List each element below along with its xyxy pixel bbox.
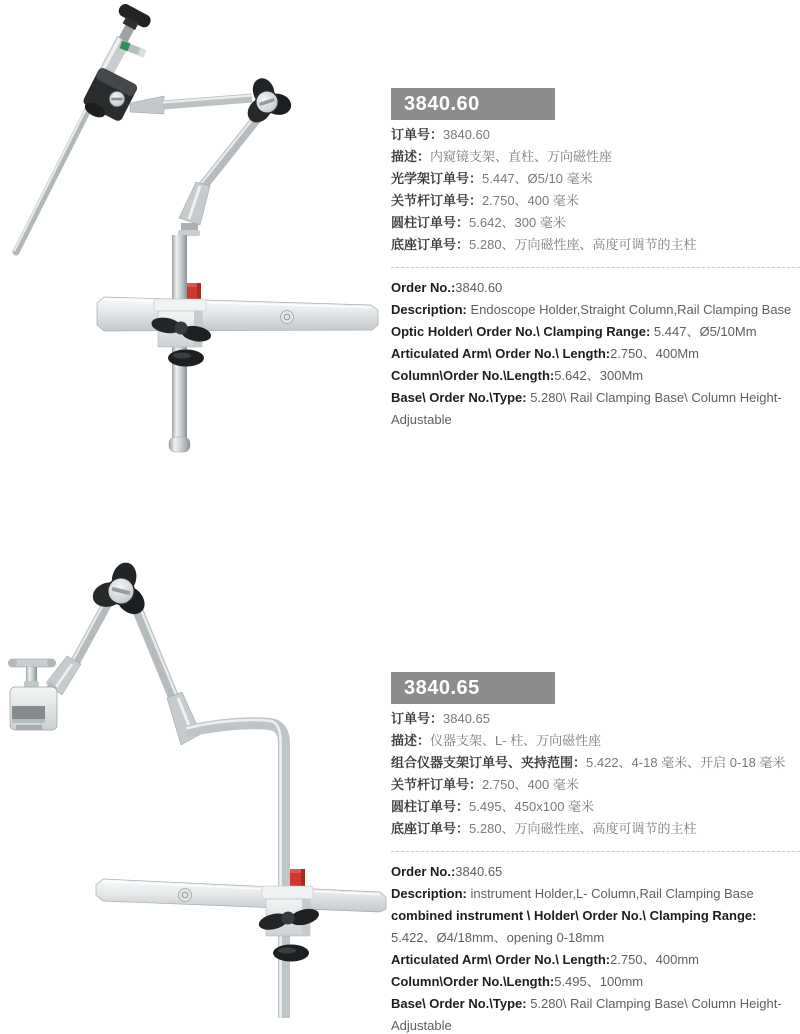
spec-value: 仪器支架、L- 柱、万向磁性座: [430, 733, 602, 748]
english-spec-block: [391, 277, 800, 431]
l-column: [186, 720, 284, 1018]
product-code: 3840.60: [404, 93, 480, 115]
spec-label: combined instrument \ Holder\ Order No.\ Clamping Range:: [391, 908, 757, 923]
product-info-3840-65: [391, 672, 800, 1034]
spec-value: 5.280、万向磁性座、高度可调节的主柱: [469, 237, 697, 252]
spec-line: [391, 299, 800, 321]
upper-arm: [130, 96, 252, 115]
spec-value: 5.422、Ø4/18mm、opening 0-18mm: [391, 930, 605, 945]
spec-value: instrument Holder,L- Column,Rail Clamping Base: [466, 886, 754, 901]
spec-line: [391, 949, 800, 971]
spec-line: [391, 168, 800, 190]
english-spec-block: [391, 861, 800, 1034]
spec-label: Column\Order No.\Length:: [391, 368, 555, 383]
dashed-divider: [391, 851, 800, 852]
spec-label: 底座订单号：: [391, 237, 470, 252]
rail-clamp: [150, 299, 213, 367]
spec-label: Order No.:: [391, 280, 456, 295]
spec-label: Description:: [391, 886, 467, 901]
spec-label: Articulated Arm\ Order No.\ Length:: [391, 952, 611, 967]
spec-line: [391, 796, 800, 818]
spec-label: 圆柱订单号：: [391, 799, 470, 814]
spec-value: 5.280\ Rail Clamping Base\ Column Height-Adjustable: [391, 390, 782, 427]
spec-value: 2.750、400Mm: [610, 346, 699, 361]
rail-bar: [97, 297, 378, 331]
spec-line: [391, 365, 800, 387]
spec-label: 关节杆订单号：: [391, 777, 483, 792]
product-code: 3840.65: [404, 677, 480, 699]
spec-value: 5.495、450x100 毫米: [469, 799, 595, 814]
cone-joint: [178, 182, 210, 236]
spec-value: 3840.60: [455, 280, 503, 295]
rail-screw: [281, 311, 294, 324]
spec-line: [391, 883, 800, 905]
spec-value: 3840.60: [443, 127, 491, 142]
spec-label: 描述：: [391, 733, 431, 748]
spec-line: [391, 861, 800, 883]
spec-value: 5.447、Ø5/10 毫米: [482, 171, 593, 186]
spec-line: [391, 730, 800, 752]
spec-line: [391, 905, 800, 949]
spec-value: Endoscope Holder,Straight Column,Rail Clamping Base: [466, 302, 792, 317]
spec-label: 圆柱订单号：: [391, 215, 470, 230]
spec-value: 5.422、4-18 毫米、开启 0-18 毫米: [586, 755, 786, 770]
spec-label: Base\ Order No.\Type:: [391, 996, 527, 1011]
spec-label: Description:: [391, 302, 467, 317]
product-code-badge: [391, 672, 555, 704]
spec-label: Base\ Order No.\Type:: [391, 390, 527, 405]
spec-line: [391, 752, 800, 774]
spec-value: 内窥镜支架、直柱、万向磁性座: [430, 149, 613, 164]
spec-label: 光学架订单号：: [391, 171, 483, 186]
product-info-3840-60: [391, 88, 800, 431]
spec-value: 5.642、300 毫米: [469, 215, 566, 230]
spec-label: Order No.:: [391, 864, 456, 879]
rail-screw: [179, 889, 192, 902]
spec-line: [391, 234, 800, 256]
spec-line: [391, 146, 800, 168]
spec-value: 2.750、400mm: [610, 952, 699, 967]
spec-line: [391, 708, 800, 730]
spec-value: 5.280\ Rail Clamping Base\ Column Height-Adjustable: [391, 996, 782, 1033]
chinese-spec-block: [391, 124, 800, 256]
spec-label: 关节杆订单号：: [391, 193, 483, 208]
spec-value: 5.280、万向磁性座、高度可调节的主柱: [469, 821, 697, 836]
spec-line: [391, 818, 800, 840]
spec-label: Articulated Arm\ Order No.\ Length:: [391, 346, 611, 361]
spec-label: 描述：: [391, 149, 431, 164]
endoscope-eyepiece: [100, 2, 153, 78]
spec-label: 底座订单号：: [391, 821, 470, 836]
instrument-holder-illustration: [0, 555, 390, 1034]
spec-line: [391, 190, 800, 212]
spec-label: 订单号：: [391, 127, 444, 142]
spec-value: 3840.65: [443, 711, 491, 726]
spec-line: [391, 277, 800, 299]
spec-label: 订单号：: [391, 711, 444, 726]
spec-label: 组合仪器支架订单号、夹持范围：: [391, 755, 587, 770]
spec-line: [391, 321, 800, 343]
instrument-clamp: [8, 659, 57, 731]
left-arm: [43, 601, 108, 698]
spec-value: 2.750、400 毫米: [482, 777, 579, 792]
spec-label: Column\Order No.\Length:: [391, 974, 555, 989]
rail-bar: [96, 879, 386, 912]
lower-arm: [201, 111, 263, 187]
spec-value: 2.750、400 毫米: [482, 193, 579, 208]
spec-value: 5.447、Ø5/10Mm: [650, 324, 757, 339]
spec-label: Optic Holder\ Order No.\ Clamping Range:: [391, 324, 651, 339]
scope-clamp-block: [82, 66, 139, 122]
spec-line: [391, 387, 800, 431]
tri-knob: [85, 555, 158, 622]
spec-value: 5.642、300Mm: [554, 368, 644, 383]
chinese-spec-block: [391, 708, 800, 840]
rail-clamp: [257, 886, 321, 962]
spec-line: [391, 774, 800, 796]
endoscope-holder-illustration: [0, 0, 390, 470]
right-arm: [134, 600, 201, 745]
spec-value: 5.495、100mm: [554, 974, 644, 989]
spec-value: 3840.65: [455, 864, 503, 879]
spec-line: [391, 124, 800, 146]
spec-line: [391, 971, 800, 993]
spec-line: [391, 343, 800, 365]
spec-line: [391, 993, 800, 1034]
spec-line: [391, 212, 800, 234]
product-code-badge: [391, 88, 555, 120]
dashed-divider: [391, 267, 800, 268]
